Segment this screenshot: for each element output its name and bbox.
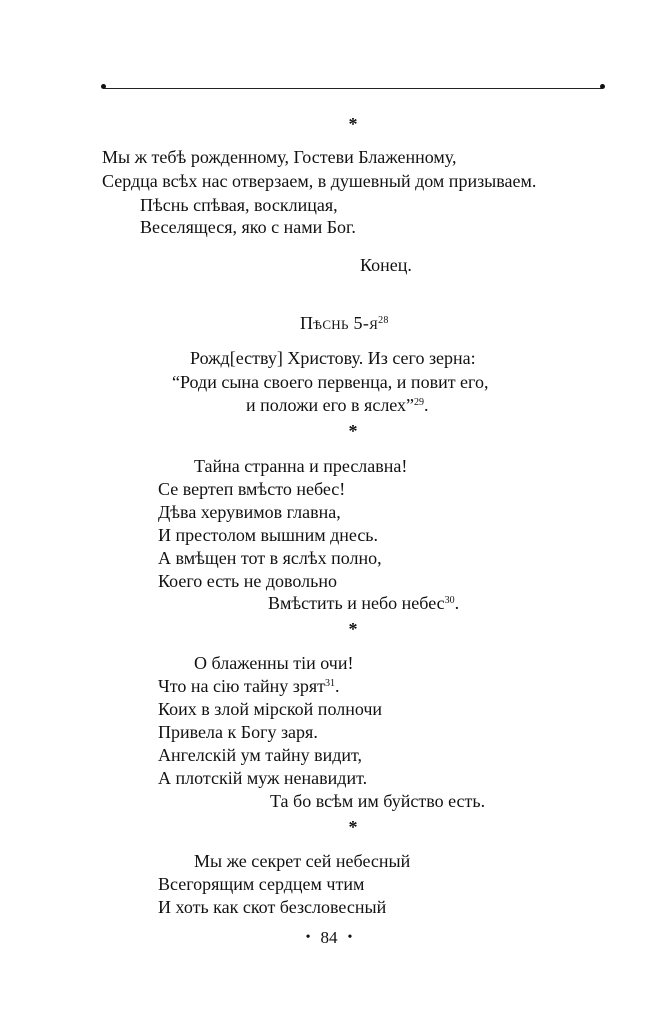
page-footer [0, 928, 658, 948]
stanza3-line-2: Всегорящим сердцем чтим [158, 874, 365, 894]
stanza1-line-7 [268, 592, 459, 614]
stanza-mark: * [348, 817, 358, 837]
intro-line-1: Мы ж тебѣ рожденному, Гостеви Блаженному, [102, 147, 457, 167]
stanza2-line-4: Привела к Богу заря. [158, 722, 318, 742]
stanza3-line-1: Мы же секрет сей небесный [194, 851, 411, 871]
intro-line-3: Пѣснь спѣвая, восклицая, [140, 195, 338, 215]
stanza2-line-7: Та бо всѣм им буйство есть. [270, 791, 486, 811]
stanza3-line-3: И хоть как скот безсловесный [158, 897, 387, 917]
footnote-ref-29: 29 [414, 397, 425, 408]
epigraph-line-3-text: и положи его в яслех” [246, 395, 415, 415]
intro-line-4: Веселящеся, яко с нами Бог. [140, 217, 356, 237]
stanza2-line-5: Ангелскій ум тайну видит, [158, 745, 363, 765]
epigraph-line-3 [246, 394, 429, 416]
song-title-text: Пѣснь 5-я [300, 313, 379, 333]
epigraph-end: . [424, 395, 429, 415]
stanza1-line-7-text: Вмѣстить и небо небес [268, 593, 445, 613]
stanza2-line-1: О блаженны тіи очи! [194, 653, 354, 673]
stanza1-line-1: Тайна странна и преславна! [194, 456, 408, 476]
stanza1-line-4: И престолом вышним днесь. [158, 525, 379, 545]
stanza-mark: * [348, 114, 358, 134]
footer-bullet-right: • [347, 930, 353, 945]
stanza2-line-2 [158, 675, 339, 697]
footer-bullet-left: • [305, 930, 311, 945]
stanza1-line-5: А вмѣщен тот в яслѣх полно, [158, 548, 382, 568]
stanza2-line-6: А плотскій муж ненавидит. [158, 768, 368, 788]
header-rule [104, 88, 602, 89]
stanza-mark: * [348, 421, 358, 441]
header-rule-dot-right [600, 84, 605, 89]
intro-line-2: Сердца всѣх нас отверзаем, в душевный дом призываем. [102, 171, 537, 191]
page-number: 84 [320, 928, 338, 947]
stanza1-end: . [454, 593, 460, 613]
stanza-mark: * [348, 619, 358, 639]
song-title [300, 313, 389, 334]
stanza2-line-2-end: . [334, 676, 340, 696]
stanza2-line-2-text: Что на сію тайну зрят [158, 676, 325, 696]
intro-end: Конец. [360, 255, 412, 275]
stanza1-line-6: Коего есть не довольно [158, 571, 337, 591]
epigraph-line-1: Рожд[еству] Христову. Из сего зерна: [190, 348, 476, 368]
stanza1-line-3: Дѣва херувимов главна, [158, 502, 341, 522]
epigraph-line-2: “Роди сына своего первенца, и повит его, [172, 372, 489, 392]
footnote-ref-30: 30 [444, 595, 455, 606]
footnote-ref-28: 28 [378, 315, 389, 326]
stanza1-line-2: Се вертеп вмѣсто небес! [158, 479, 346, 499]
footnote-ref-31: 31 [324, 678, 335, 689]
stanza2-line-3: Коих в злой мірской полночи [158, 699, 383, 719]
